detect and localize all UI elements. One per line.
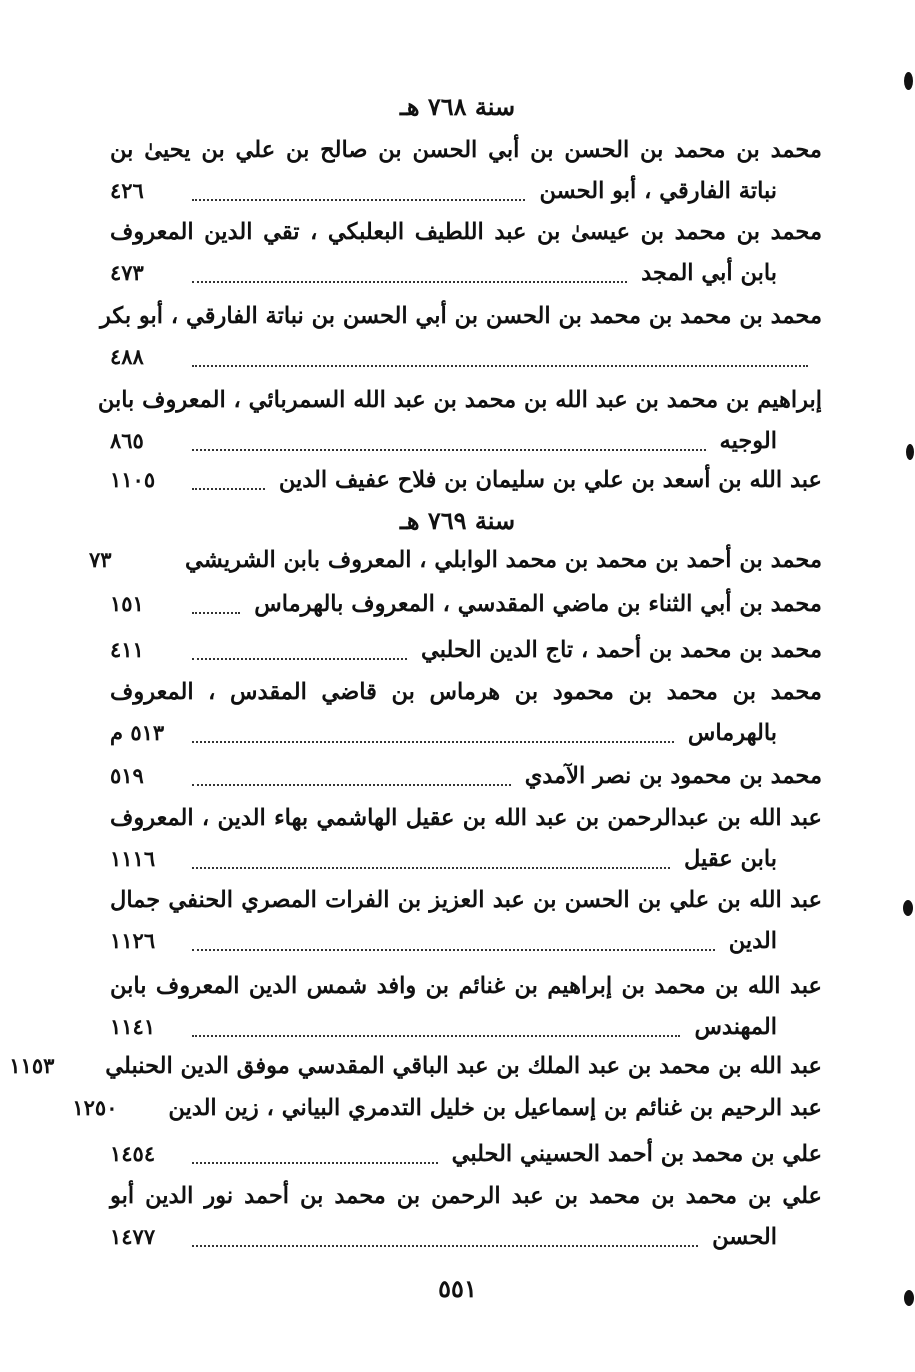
page-number: ٥١٩	[110, 763, 144, 788]
scan-edge-mark	[906, 444, 914, 460]
entry-name-continuation: الحسن	[712, 1224, 777, 1250]
leader-dots	[192, 363, 808, 367]
page-number: ٤١١	[110, 637, 144, 662]
leader-dots	[192, 1160, 438, 1164]
page-number: ١١٥٣	[9, 1053, 55, 1078]
page-number: ٧٣	[89, 547, 112, 572]
entry-name-line: محمد بن محمد بن محمود بن هرماس بن قاضي المقدس ، المعروف	[110, 679, 822, 705]
page-number: ١١٠٥	[110, 467, 156, 492]
entry-name-continuation: المهندس	[694, 1014, 777, 1040]
scan-edge-mark	[904, 72, 913, 90]
entry-name-line: علي بن محمد بن محمد بن عبد الرحمن بن محمد بن أحمد نور الدين أبو	[110, 1183, 822, 1209]
page-folio-number: ٥٥١	[438, 1274, 477, 1303]
entry-name-line: عبد الله بن علي بن الحسن بن عبد العزيز بن الفرات المصري الحنفي جمال	[110, 887, 822, 913]
leader-dots	[192, 447, 706, 451]
page-number: ٤٢٦	[110, 178, 144, 203]
entry-name-line: محمد بن محمد بن محمد بن الحسن بن أبي الحسن بن نباتة الفارقي ، أبو بكر	[99, 303, 822, 329]
entry-name-continuation: بابن أبي المجد	[641, 260, 777, 286]
entry-name-line: عبد الله بن عبدالرحمن بن عبد الله بن عقيل الهاشمي بهاء الدين ، المعروف	[110, 805, 822, 831]
entry-name-continuation: بابن عقيل	[684, 846, 777, 872]
page-number: ٨٦٥	[110, 428, 144, 453]
leader-dots	[192, 1033, 680, 1037]
year-heading-769: سنة ٧٦٩ هـ	[399, 506, 516, 535]
leader-dots	[192, 197, 525, 201]
year-heading-768: سنة ٧٦٨ هـ	[399, 92, 516, 121]
entry-name-continuation: نباتة الفارقي ، أبو الحسن	[539, 178, 777, 204]
entry-name-continuation: الوجيه	[719, 428, 777, 454]
leader-dots	[192, 947, 715, 951]
entry-name-line: محمد بن أحمد بن محمد بن محمد الوابلي ، المعروف بابن الشريشي	[185, 547, 822, 573]
entry-name-line: محمد بن محمد بن أحمد ، تاج الدين الحلبي	[420, 637, 822, 663]
page-number: ٤٨٨	[110, 344, 144, 369]
entry-name-line: عبد الله بن محمد بن عبد الملك بن عبد الباقي المقدسي موفق الدين الحنبلي	[105, 1053, 822, 1079]
page-number: ١٥١	[110, 591, 144, 616]
entry-name-continuation: بالهرماس	[687, 720, 777, 746]
page-number: ١١٢٦	[110, 928, 156, 953]
entry-name-line: محمد بن أبي الثناء بن ماضي المقدسي ، المعروف بالهرماس	[254, 591, 822, 617]
page-number: ٤٧٣	[110, 260, 144, 285]
page-number: ١٤٧٧	[110, 1224, 156, 1249]
leader-dots	[192, 656, 407, 660]
page-number: ١٤٥٤	[110, 1141, 156, 1166]
leader-dots	[192, 782, 511, 786]
leader-dots	[192, 610, 240, 614]
page-number: ١٢٥٠	[72, 1095, 118, 1120]
scan-edge-mark	[904, 1290, 914, 1306]
leader-dots	[192, 486, 265, 490]
entry-name-line: عبد الله بن أسعد بن علي بن سليمان بن فلاح عفيف الدين	[278, 467, 822, 493]
entry-name-line: علي بن محمد بن أحمد الحسيني الحلبي	[451, 1141, 822, 1167]
entry-name-line: عبد الله بن محمد بن إبراهيم بن غنائم بن وافد شمس الدين المعروف بابن	[110, 973, 822, 999]
page-number: ١١١٦	[110, 846, 156, 871]
entry-name-line: عبد الرحيم بن غنائم بن إسماعيل بن خليل التدمري البياني ، زين الدين	[168, 1095, 822, 1121]
leader-dots	[192, 865, 670, 869]
entry-name-line: محمد بن محمود بن نصر الآمدي	[524, 763, 822, 789]
leader-dots	[192, 739, 674, 743]
leader-dots	[192, 1243, 698, 1247]
entry-name-line: محمد بن محمد بن عيسىٰ بن عبد اللطيف البعلبكي ، تقي الدين المعروف	[110, 219, 822, 245]
entry-name-line: إبراهيم بن محمد بن عبد الله بن محمد بن عبد الله السمربائي ، المعروف بابن	[97, 387, 822, 413]
entry-name-line: محمد بن محمد بن الحسن بن أبي الحسن بن صالح بن علي بن يحيىٰ بن	[110, 137, 822, 163]
leader-dots	[192, 279, 627, 283]
page-number: ١١٤١	[110, 1014, 156, 1039]
entry-name-continuation: الدين	[728, 928, 777, 954]
scan-edge-mark	[903, 900, 913, 916]
page-number: ٥١٣ م	[110, 720, 165, 745]
